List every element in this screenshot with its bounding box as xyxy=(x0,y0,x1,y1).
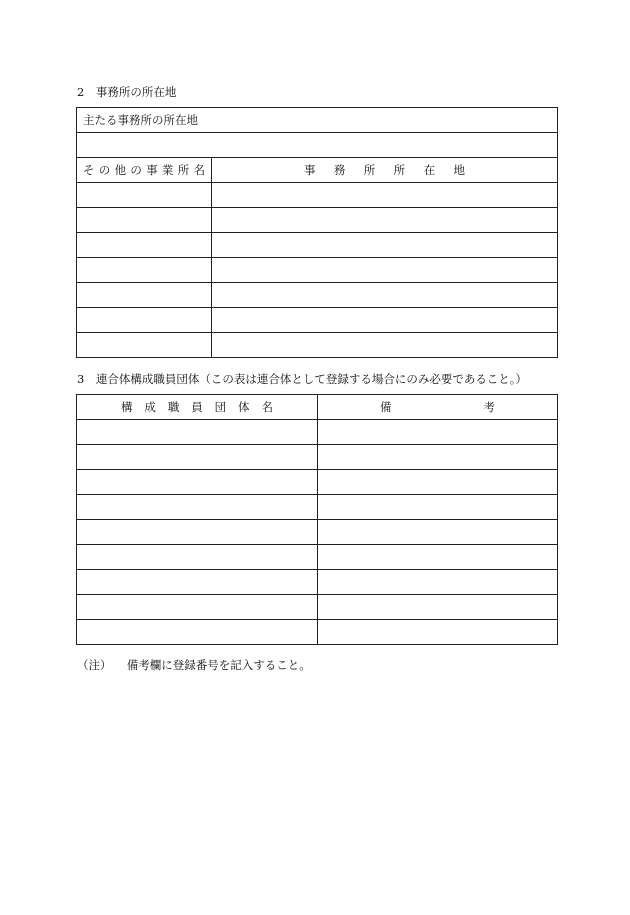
table-row xyxy=(77,233,558,258)
office-location-header-char: 在 xyxy=(423,163,436,177)
table-row xyxy=(77,520,558,545)
office-location-table xyxy=(76,107,558,358)
col-header-member-org-name xyxy=(77,395,318,420)
other-office-name-header-char: の xyxy=(98,163,111,177)
other-office-name-header-char: 名 xyxy=(193,163,205,177)
table-row xyxy=(77,595,558,620)
remarks-cell[interactable] xyxy=(318,495,558,520)
member-org-name-cell[interactable] xyxy=(77,445,318,470)
other-office-name-cell[interactable] xyxy=(77,183,212,208)
other-office-name-cell[interactable] xyxy=(77,333,212,358)
main-office-value-cell[interactable] xyxy=(77,133,558,158)
table-row xyxy=(77,570,558,595)
member-org-name-header-char: 体 xyxy=(238,400,250,414)
main-office-label-row xyxy=(77,108,558,133)
table-row xyxy=(77,183,558,208)
other-office-name-cell[interactable] xyxy=(77,208,212,233)
other-office-name-header-char: 業 xyxy=(161,163,174,177)
table-row xyxy=(77,258,558,283)
member-org-name-header-char: 団 xyxy=(214,400,227,414)
office-location-header-char: 所 xyxy=(393,163,406,177)
other-office-name-header-char: 事 xyxy=(146,163,158,177)
member-org-name-cell[interactable] xyxy=(77,620,318,645)
member-org-name-cell[interactable] xyxy=(77,570,318,595)
member-org-name-cell[interactable] xyxy=(77,595,318,620)
remarks-cell[interactable] xyxy=(318,595,558,620)
office-location-cell[interactable] xyxy=(212,283,558,308)
office-location-header-char: 所 xyxy=(363,163,376,177)
office-location-cell[interactable] xyxy=(212,333,558,358)
member-org-name-cell[interactable] xyxy=(77,470,318,495)
other-office-name-cell[interactable] xyxy=(77,308,212,333)
member-org-name-header-char: 名 xyxy=(261,400,273,414)
other-office-name-header-char: そ xyxy=(83,163,95,177)
table-row xyxy=(77,420,558,445)
table-row xyxy=(77,620,558,645)
other-office-name-header-char: 他 xyxy=(114,163,127,177)
remarks-cell[interactable] xyxy=(318,545,558,570)
office-location-cell[interactable] xyxy=(212,308,558,333)
remarks-cell[interactable] xyxy=(318,620,558,645)
member-org-name-cell[interactable] xyxy=(77,495,318,520)
other-office-name-cell[interactable] xyxy=(77,233,212,258)
table-row xyxy=(77,445,558,470)
table-row xyxy=(77,283,558,308)
remarks-header-char: 考 xyxy=(483,400,495,414)
main-office-label: 主たる事務所の所在地 xyxy=(83,113,198,127)
section-2-heading: 2 事務所の所在地 xyxy=(77,85,177,99)
member-org-name-header-char: 構 xyxy=(121,400,133,414)
section-2-header-row xyxy=(77,158,558,183)
table-row xyxy=(77,470,558,495)
office-location-cell[interactable] xyxy=(212,233,558,258)
member-org-name-header-char: 職 xyxy=(167,400,180,414)
member-org-name-cell[interactable] xyxy=(77,520,318,545)
col-header-remarks xyxy=(318,395,558,420)
other-office-name-header-char: 所 xyxy=(177,163,190,177)
section-3-heading: 3 連合体構成職員団体（この表は連合体として登録する場合にのみ必要であること。） xyxy=(77,372,528,386)
remarks-cell[interactable] xyxy=(318,445,558,470)
table-row xyxy=(77,208,558,233)
other-office-name-cell[interactable] xyxy=(77,258,212,283)
office-location-cell[interactable] xyxy=(212,183,558,208)
table-row xyxy=(77,333,558,358)
office-location-header-char: 務 xyxy=(333,163,346,177)
other-office-name-header-char: の xyxy=(130,163,142,177)
office-location-cell[interactable] xyxy=(212,258,558,283)
table-row xyxy=(77,495,558,520)
member-organization-table xyxy=(76,394,558,645)
office-location-cell[interactable] xyxy=(212,208,558,233)
section-3-header-row xyxy=(77,395,558,420)
office-location-header-char: 地 xyxy=(453,163,465,177)
office-location-header-char: 事 xyxy=(304,163,316,177)
remarks-cell[interactable] xyxy=(318,420,558,445)
note-label: （注） xyxy=(77,658,112,672)
col-header-other-office-name xyxy=(77,158,212,183)
other-office-name-cell[interactable] xyxy=(77,283,212,308)
member-org-name-cell[interactable] xyxy=(77,545,318,570)
member-org-name-header-char: 成 xyxy=(144,400,156,414)
member-org-name-cell[interactable] xyxy=(77,420,318,445)
note xyxy=(77,657,311,673)
member-org-name-header-char: 員 xyxy=(191,400,203,414)
main-office-value-row xyxy=(77,133,558,158)
table-row xyxy=(77,545,558,570)
remarks-cell[interactable] xyxy=(318,570,558,595)
remarks-cell[interactable] xyxy=(318,520,558,545)
col-header-office-location xyxy=(212,158,558,183)
note-text: 備考欄に登録番号を記入すること。 xyxy=(126,658,311,672)
remarks-header-char: 備 xyxy=(380,400,392,414)
remarks-cell[interactable] xyxy=(318,470,558,495)
table-row xyxy=(77,308,558,333)
